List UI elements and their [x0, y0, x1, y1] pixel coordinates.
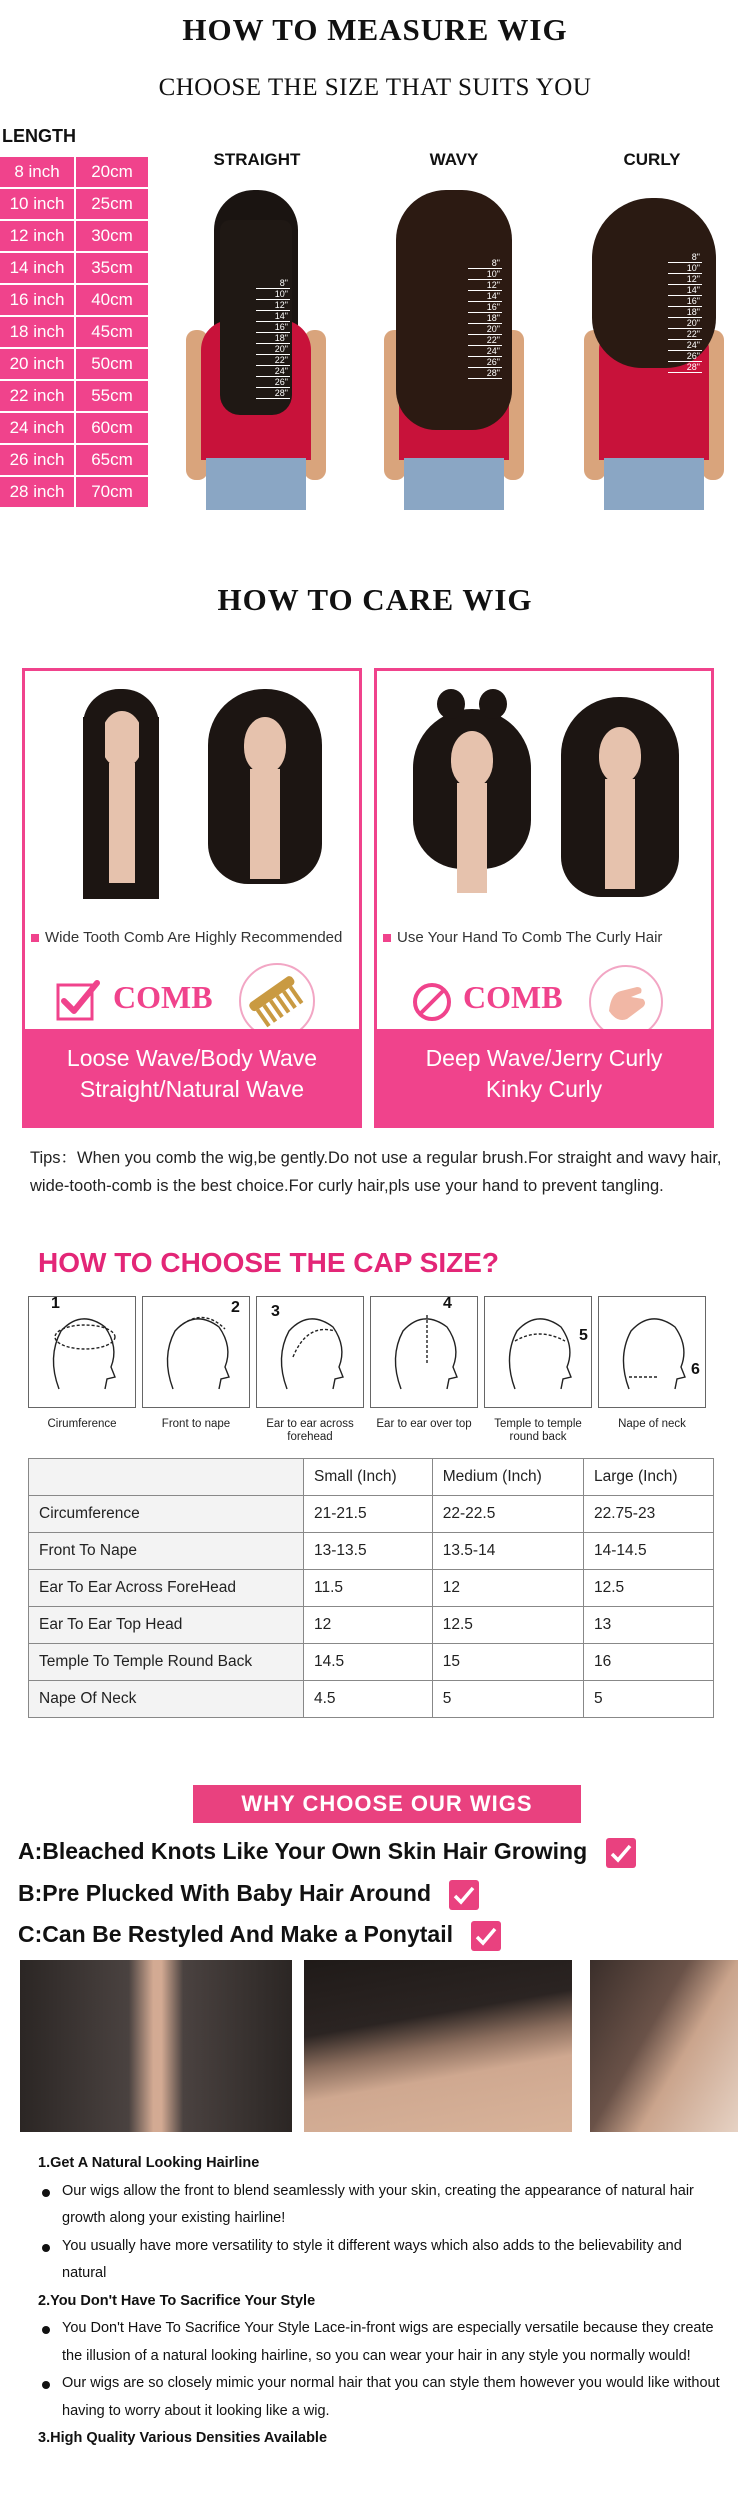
care-tips-text: [30, 1144, 730, 1200]
length-cm: 40cm: [74, 285, 148, 317]
table-cell: 13-13.5: [304, 1533, 433, 1570]
cap-diagram-front-to-nape: [142, 1296, 250, 1408]
care-hair-types-line2: Straight/Natural Wave: [79, 1076, 305, 1102]
feature-text: B:Pre Plucked With Baby Hair Around: [18, 1880, 432, 1907]
detail-bullet: Our wigs allow the front to blend seamlessly with your skin, creating the appearance of natural hair growth along your existing hairline!: [38, 2178, 728, 2233]
why-choose-banner: WHY CHOOSE OUR WIGS: [193, 1785, 581, 1823]
table-cell: Circumference: [29, 1496, 304, 1533]
care-tips-line: Tips：When you comb the wig,be gently.Do not use a regular brush.For straight and wavy hair,: [30, 1149, 722, 1167]
table-header-cell: [29, 1459, 304, 1496]
mannequin-jerry-curly: [407, 689, 537, 904]
bullet-square-icon: [383, 934, 391, 942]
feature-c: [18, 1921, 501, 1951]
model-curly-photo: [574, 180, 734, 510]
measure-subtitle: CHOOSE THE SIZE THAT SUITS YOU: [158, 74, 592, 101]
length-row: [0, 381, 148, 413]
checkmark-icon: [471, 1921, 501, 1951]
tick: 18": [256, 333, 290, 344]
tick: 18": [668, 307, 702, 318]
tick: 28": [468, 368, 502, 379]
no-comb-icon: [411, 981, 453, 1023]
bullet-square-icon: [31, 934, 39, 942]
care-title: HOW TO CARE WIG: [217, 582, 533, 617]
tick: 8": [468, 258, 502, 269]
cap-diagram-number: 2: [231, 1299, 240, 1316]
care-tip-right: [383, 929, 662, 946]
table-header-cell: Large (Inch): [584, 1459, 714, 1496]
cap-diagram-number: 3: [271, 1303, 280, 1320]
table-row: [29, 1644, 714, 1681]
length-cm: 55cm: [74, 381, 148, 413]
length-inch: 8 inch: [0, 157, 74, 189]
style-label-straight: STRAIGHT: [213, 150, 301, 169]
cap-diagram-ear-to-ear-top: [370, 1296, 478, 1408]
measure-title: HOW TO MEASURE WIG: [182, 12, 568, 47]
tick: 8": [256, 278, 290, 289]
mannequin-photos: [377, 671, 711, 911]
length-row: [0, 445, 148, 477]
length-cm: 30cm: [74, 221, 148, 253]
tick: 18": [468, 313, 502, 324]
cap-diagram-caption: Cirumference: [47, 1418, 117, 1430]
checkmark-icon: [55, 977, 101, 1023]
length-cm: 25cm: [74, 189, 148, 221]
cap-size-title: HOW TO CHOOSE THE CAP SIZE?: [38, 1247, 500, 1278]
tick: 24": [468, 346, 502, 357]
tick: 16": [468, 302, 502, 313]
why-details: [38, 2150, 728, 2453]
model-straight-photo: [176, 180, 336, 510]
length-row: [0, 349, 148, 381]
tick: 10": [468, 269, 502, 280]
style-label-wavy: WAVY: [429, 150, 479, 169]
table-cell: 21-21.5: [304, 1496, 433, 1533]
tick: 24": [256, 366, 290, 377]
length-cm: 50cm: [74, 349, 148, 381]
table-cell: 4.5: [304, 1681, 433, 1718]
table-cell: 11.5: [304, 1570, 433, 1607]
model-wavy-photo: [374, 180, 534, 510]
length-inch: 20 inch: [0, 349, 74, 381]
care-card-left: [22, 668, 362, 1128]
length-row: [0, 317, 148, 349]
tick: 26": [256, 377, 290, 388]
length-row: [0, 189, 148, 221]
tick: 22": [468, 335, 502, 346]
length-cm: 35cm: [74, 253, 148, 285]
tick: 20": [256, 344, 290, 355]
cap-diagram-nape-of-neck: [598, 1296, 706, 1408]
length-inch: 24 inch: [0, 413, 74, 445]
tick: 22": [668, 329, 702, 340]
length-cm: 60cm: [74, 413, 148, 445]
cap-diagram-caption: Ear to ear over top: [376, 1418, 472, 1430]
cap-diagram-caption: Ear to ear across forehead: [266, 1418, 354, 1443]
tick: 16": [256, 322, 290, 333]
mannequin-body-wave: [200, 689, 330, 904]
length-inch: 12 inch: [0, 221, 74, 253]
table-cell: Temple To Temple Round Back: [29, 1644, 304, 1681]
care-tip-left: [31, 929, 342, 946]
care-band-left: [25, 1029, 359, 1125]
tick: 10": [668, 263, 702, 274]
mannequin-photos: [25, 671, 359, 911]
table-row: [29, 1533, 714, 1570]
checkmark-icon: [606, 1838, 636, 1868]
length-label: LENGTH: [2, 126, 76, 146]
mannequin-straight: [65, 689, 175, 904]
hairline-part-photo: [20, 1960, 292, 2132]
table-cell: 22.75-23: [584, 1496, 714, 1533]
feature-b: [18, 1880, 479, 1910]
care-hair-types-line1: Loose Wave/Body Wave: [66, 1045, 318, 1071]
table-cell: 13: [584, 1607, 714, 1644]
length-inch: 16 inch: [0, 285, 74, 317]
care-tip-text: Wide Tooth Comb Are Highly Recommended: [45, 929, 343, 946]
detail-bullet: You Don't Have To Sacrifice Your Style Lace-in-front wigs are especially versatile because they create the illusion of a natural looking hairline, so you can wear your hair in any style you normally would!: [38, 2315, 728, 2370]
length-row: [0, 413, 148, 445]
tick: 10": [256, 289, 290, 300]
cap-diagram-number: 1: [51, 1295, 60, 1312]
tick: 8": [668, 252, 702, 263]
tick: 28": [256, 388, 290, 399]
length-row: [0, 221, 148, 253]
tick: 20": [668, 318, 702, 329]
detail-bullet: You usually have more versatility to style it different ways which also adds to the believability and natural: [38, 2233, 728, 2288]
length-cm: 45cm: [74, 317, 148, 349]
table-row: [29, 1496, 714, 1533]
length-inch: 10 inch: [0, 189, 74, 221]
cap-size-table: [28, 1458, 714, 1718]
length-cm: 20cm: [74, 157, 148, 189]
table-cell: 16: [584, 1644, 714, 1681]
table-header-row: [29, 1459, 714, 1496]
table-cell: 12.5: [432, 1607, 583, 1644]
length-inch: 14 inch: [0, 253, 74, 285]
table-cell: Front To Nape: [29, 1533, 304, 1570]
table-cell: Nape Of Neck: [29, 1681, 304, 1718]
cap-diagram-circumference: [28, 1296, 136, 1408]
detail-heading: 3.High Quality Various Densities Available: [38, 2430, 328, 2446]
style-label-curly: CURLY: [623, 150, 681, 169]
table-cell: 12.5: [584, 1570, 714, 1607]
detail-heading: 2.You Don't Have To Sacrifice Your Style: [38, 2292, 316, 2309]
care-tips-line: wide-tooth-comb is the best choice.For curly hair,pls use your hand to prevent tangling.: [30, 1177, 664, 1195]
tick: 14": [256, 311, 290, 322]
feature-text: C:Can Be Restyled And Make a Ponytail: [18, 1921, 453, 1948]
length-row: [0, 157, 148, 189]
table-cell: 12: [304, 1607, 433, 1644]
table-cell: 14-14.5: [584, 1533, 714, 1570]
tick: 12": [468, 280, 502, 291]
cap-diagram-caption: Front to nape: [161, 1418, 231, 1430]
table-header-cell: Medium (Inch): [432, 1459, 583, 1496]
mannequin-kinky-curly: [555, 689, 685, 904]
cap-diagram-ear-to-ear-forehead: [256, 1296, 364, 1408]
care-card-right: [374, 668, 714, 1128]
table-cell: 22-22.5: [432, 1496, 583, 1533]
comb-label: COMB: [463, 979, 563, 1015]
length-table: [0, 157, 148, 509]
comb-label: COMB: [113, 979, 213, 1015]
care-tip-text: Use Your Hand To Comb The Curly Hair: [397, 929, 663, 946]
table-row: [29, 1570, 714, 1607]
checkmark-icon: [449, 1880, 479, 1910]
length-row: [0, 285, 148, 317]
cap-diagram-caption: Nape of neck: [618, 1418, 686, 1430]
length-inch: 28 inch: [0, 477, 74, 509]
tick: 26": [468, 357, 502, 368]
table-cell: 12: [432, 1570, 583, 1607]
tick: 22": [256, 355, 290, 366]
tick: 26": [668, 351, 702, 362]
care-band-right: [377, 1029, 711, 1125]
tick: 14": [468, 291, 502, 302]
table-cell: Ear To Ear Across ForeHead: [29, 1570, 304, 1607]
length-inch: 18 inch: [0, 317, 74, 349]
length-inch: 26 inch: [0, 445, 74, 477]
cap-diagram-caption: Temple to temple round back: [494, 1418, 582, 1443]
tick: 28": [668, 362, 702, 373]
table-cell: 5: [432, 1681, 583, 1718]
baby-hair-photo: [304, 1960, 572, 2132]
feature-a: [18, 1838, 636, 1868]
care-hair-types-line1: Deep Wave/Jerry Curly: [425, 1045, 663, 1071]
detail-heading: 1.Get A Natural Looking Hairline: [38, 2155, 260, 2171]
care-hair-types-line2: Kinky Curly: [485, 1076, 603, 1102]
cap-diagram-number: 5: [579, 1327, 588, 1344]
tick: 16": [668, 296, 702, 307]
feature-text: A:Bleached Knots Like Your Own Skin Hair Growing: [18, 1838, 588, 1865]
cap-diagram-number: 6: [691, 1361, 700, 1378]
tick: 24": [668, 340, 702, 351]
table-row: [29, 1607, 714, 1644]
cap-diagram-number: 4: [443, 1295, 452, 1312]
length-row: [0, 477, 148, 509]
detail-bullet: Our wigs are so closely mimic your normal hair that you can style them however you would like without having to worry about it looking like a wig.: [38, 2370, 728, 2425]
tick: 12": [256, 300, 290, 311]
length-row: [0, 253, 148, 285]
tick: 14": [668, 285, 702, 296]
table-cell: 5: [584, 1681, 714, 1718]
table-cell: 13.5-14: [432, 1533, 583, 1570]
tick: 20": [468, 324, 502, 335]
length-cm: 70cm: [74, 477, 148, 509]
length-inch: 22 inch: [0, 381, 74, 413]
table-cell: Ear To Ear Top Head: [29, 1607, 304, 1644]
table-cell: 15: [432, 1644, 583, 1681]
length-cm: 65cm: [74, 445, 148, 477]
table-cell: 14.5: [304, 1644, 433, 1681]
cap-diagram-temple-to-temple: [484, 1296, 592, 1408]
table-row: [29, 1681, 714, 1718]
lace-closure-photo: [590, 1960, 738, 2132]
tick: 12": [668, 274, 702, 285]
table-header-cell: Small (Inch): [304, 1459, 433, 1496]
